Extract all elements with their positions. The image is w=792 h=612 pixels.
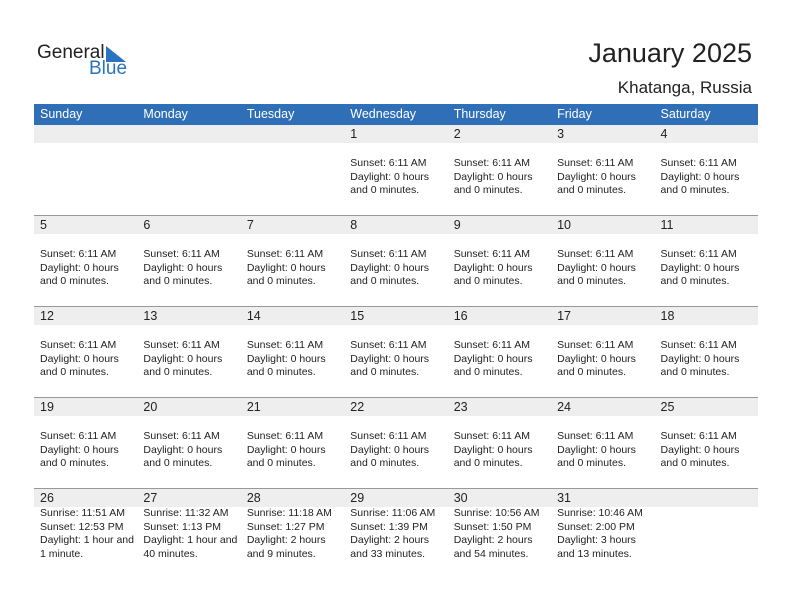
day-info-line: Sunrise: 11:18 AM <box>246 507 332 519</box>
day-info-line: Sunset: 6:11 AM <box>246 339 324 351</box>
day-info <box>247 248 344 289</box>
day-info-line: and 0 minutes. <box>350 275 420 287</box>
day-info-line: Daylight: 0 hours <box>246 443 326 456</box>
day-cell <box>344 307 447 397</box>
day-number: 17 <box>557 309 572 323</box>
day-cell <box>551 216 654 306</box>
day-info <box>350 430 447 471</box>
logo-general: General <box>37 42 105 63</box>
day-info-line: and 33 minutes. <box>350 547 425 560</box>
day-info-line: Daylight: 1 hour and <box>143 534 238 546</box>
day-info-line: and 0 minutes. <box>557 457 626 469</box>
day-number: 4 <box>660 127 668 141</box>
day-info-line: and 0 minutes. <box>660 366 730 378</box>
day-info <box>557 248 654 289</box>
day-info-line: and 0 minutes. <box>453 457 523 469</box>
day-cell <box>34 398 137 488</box>
day-info-line: Sunset: 6:11 AM <box>660 430 737 442</box>
day-info <box>143 339 240 380</box>
day-info <box>454 248 551 289</box>
day-info-line: Sunset: 6:11 AM <box>350 248 427 260</box>
day-info-line: and 0 minutes. <box>557 275 626 287</box>
day-info-line: Daylight: 0 hours <box>40 443 119 456</box>
day-info <box>247 339 344 380</box>
day-info <box>557 339 654 380</box>
day-cell <box>137 398 240 488</box>
day-info-line: and 0 minutes. <box>453 184 523 196</box>
day-cell <box>241 216 344 306</box>
day-cell <box>241 125 344 215</box>
day-cell <box>34 307 137 397</box>
weekday-monday: Monday <box>143 107 188 121</box>
day-info <box>454 507 551 561</box>
day-number: 16 <box>453 309 468 323</box>
day-cell <box>551 307 654 397</box>
day-info-line: Sunrise: 11:51 AM <box>40 507 126 519</box>
day-info-line: and 0 minutes. <box>660 457 730 469</box>
day-info-line: and 0 minutes. <box>660 184 730 196</box>
day-number: 10 <box>557 218 572 232</box>
day-info-line: Daylight: 2 hours <box>453 534 533 546</box>
day-number: 13 <box>143 309 158 323</box>
day-cell <box>344 489 447 579</box>
day-info <box>661 339 758 380</box>
day-info-line: Daylight: 0 hours <box>660 352 740 365</box>
day-info-line: Daylight: 0 hours <box>40 261 119 274</box>
day-info-line: Daylight: 0 hours <box>246 352 326 365</box>
day-info-line: Sunrise: 11:32 AM <box>143 507 229 519</box>
day-number: 31 <box>557 491 572 505</box>
calendar <box>34 104 758 579</box>
day-info-line: and 0 minutes. <box>557 366 626 378</box>
day-cell <box>655 125 758 215</box>
day-info-line: Daylight: 0 hours <box>453 443 533 456</box>
day-number: 1 <box>350 127 358 141</box>
day-number: 21 <box>246 400 261 414</box>
day-number: 20 <box>143 400 158 414</box>
day-number: 22 <box>350 400 365 414</box>
day-number: 25 <box>660 400 675 414</box>
day-info-line: Sunset: 1:27 PM <box>246 520 325 533</box>
day-info-line: Daylight: 3 hours <box>557 534 636 546</box>
day-info <box>350 248 447 289</box>
day-number: 28 <box>246 491 261 505</box>
day-info-line: Sunset: 6:11 AM <box>453 157 530 169</box>
day-cell <box>448 216 551 306</box>
day-info <box>40 430 137 471</box>
day-cell <box>655 307 758 397</box>
day-info-line: and 0 minutes. <box>246 457 316 469</box>
weekday-friday: Friday <box>557 107 592 121</box>
day-number: 26 <box>40 491 54 505</box>
day-info-line: Sunset: 1:50 PM <box>453 520 532 533</box>
day-info <box>350 339 447 380</box>
day-info-line: Daylight: 0 hours <box>350 261 430 274</box>
day-info <box>454 339 551 380</box>
day-info-line: Daylight: 0 hours <box>557 170 636 183</box>
day-info <box>557 430 654 471</box>
day-number: 30 <box>453 491 468 505</box>
day-cell <box>448 489 551 579</box>
day-info-line: Daylight: 0 hours <box>453 170 533 183</box>
day-info <box>661 248 758 289</box>
day-info-line: Sunset: 6:11 AM <box>453 339 530 351</box>
day-cell <box>551 125 654 215</box>
day-info <box>661 157 758 198</box>
day-info-line: Sunset: 6:11 AM <box>246 430 324 442</box>
day-info-line: Sunset: 6:11 AM <box>453 430 530 442</box>
day-cell <box>344 216 447 306</box>
day-info-line: Sunset: 6:11 AM <box>557 248 634 260</box>
day-info <box>143 507 240 561</box>
day-info-line: Sunset: 6:11 AM <box>660 339 737 351</box>
day-info-line: and 0 minutes. <box>246 275 316 287</box>
day-cell <box>241 489 344 579</box>
day-number: 3 <box>557 127 565 141</box>
day-cell <box>137 489 240 579</box>
day-number: 7 <box>246 218 254 232</box>
day-info-line: Sunrise: 10:56 AM <box>453 507 540 519</box>
weekday-sunday: Sunday <box>40 107 83 121</box>
day-info-line: and 54 minutes. <box>453 547 529 560</box>
day-info <box>557 157 654 198</box>
day-info-line: Daylight: 0 hours <box>660 261 740 274</box>
day-info-line: Sunrise: 11:06 AM <box>350 507 436 519</box>
day-info-line: Sunrise: 10:46 AM <box>557 507 643 519</box>
day-info-line: Daylight: 0 hours <box>557 261 636 274</box>
day-info <box>350 157 447 198</box>
day-info <box>247 507 344 561</box>
day-cell <box>34 489 137 579</box>
day-info-line: Daylight: 1 hour and <box>40 534 134 546</box>
day-cell <box>655 398 758 488</box>
day-info-line: and 0 minutes. <box>350 457 420 469</box>
day-info-line: and 0 minutes. <box>40 275 109 287</box>
week-row <box>34 125 758 216</box>
day-info-line: and 0 minutes. <box>660 275 730 287</box>
day-number: 23 <box>453 400 468 414</box>
day-info-line: Sunset: 6:11 AM <box>557 157 634 169</box>
day-info-line: and 0 minutes. <box>453 366 523 378</box>
day-info <box>40 507 137 561</box>
day-info-line: and 0 minutes. <box>40 457 109 469</box>
day-number: 11 <box>660 218 674 232</box>
day-cell <box>655 216 758 306</box>
day-info-line: 40 minutes. <box>143 547 198 560</box>
day-number: 27 <box>143 491 158 505</box>
day-number: 29 <box>350 491 365 505</box>
day-number: 6 <box>143 218 151 232</box>
day-info-line: Daylight: 0 hours <box>660 443 740 456</box>
day-number: 5 <box>40 218 47 232</box>
day-number: 18 <box>660 309 675 323</box>
day-info <box>143 430 240 471</box>
day-info-line: Sunset: 6:11 AM <box>143 339 220 351</box>
day-number: 2 <box>453 127 461 141</box>
weekday-thursday: Thursday <box>453 107 506 121</box>
day-info-line: Daylight: 2 hours <box>246 534 326 546</box>
day-info-line: Daylight: 0 hours <box>350 170 430 183</box>
day-info-line: Daylight: 0 hours <box>350 443 430 456</box>
day-cell <box>448 125 551 215</box>
day-info <box>454 430 551 471</box>
day-info-line: Sunset: 6:11 AM <box>143 430 220 442</box>
day-info-line: Sunset: 6:11 AM <box>350 430 427 442</box>
weekday-header <box>34 104 758 125</box>
day-info-line: Daylight: 0 hours <box>40 352 119 365</box>
day-info-line: Sunset: 6:11 AM <box>40 430 117 442</box>
day-info-line: Daylight: 0 hours <box>143 261 223 274</box>
day-info-line: Sunset: 2:00 PM <box>557 520 635 533</box>
week-row <box>34 216 758 307</box>
day-number: 12 <box>40 309 54 323</box>
day-number: 19 <box>40 400 54 414</box>
day-cell <box>448 398 551 488</box>
day-info-line: Sunset: 6:11 AM <box>350 339 427 351</box>
day-info-line: Daylight: 0 hours <box>143 352 223 365</box>
day-info-line: and 9 minutes. <box>246 547 316 560</box>
day-number: 24 <box>557 400 572 414</box>
day-info <box>557 507 654 561</box>
day-info-line: Sunset: 6:11 AM <box>40 248 117 260</box>
day-info-line: Sunset: 12:53 PM <box>40 520 124 533</box>
day-cell <box>241 398 344 488</box>
day-info-line: Sunset: 1:39 PM <box>350 520 428 533</box>
day-info-line: and 0 minutes. <box>40 366 109 378</box>
day-info-line: Daylight: 0 hours <box>557 352 636 365</box>
day-info-line: Sunset: 6:11 AM <box>557 430 634 442</box>
day-info <box>143 248 240 289</box>
weekday-wednesday: Wednesday <box>350 107 417 121</box>
day-cell <box>344 398 447 488</box>
day-number: 15 <box>350 309 365 323</box>
day-number: 14 <box>246 309 261 323</box>
day-info-line: Sunset: 6:11 AM <box>246 248 324 260</box>
day-info-line: and 0 minutes. <box>350 366 420 378</box>
day-info-line: Daylight: 2 hours <box>350 534 430 546</box>
day-info-line: and 0 minutes. <box>453 275 523 287</box>
day-info <box>40 248 137 289</box>
day-info-line: Daylight: 0 hours <box>453 261 533 274</box>
day-info-line: Sunset: 6:11 AM <box>660 157 737 169</box>
day-info-line: Daylight: 0 hours <box>453 352 533 365</box>
day-cell <box>344 125 447 215</box>
day-info-line: Daylight: 0 hours <box>660 170 740 183</box>
week-row <box>34 307 758 398</box>
day-info-line: and 0 minutes. <box>143 366 213 378</box>
day-info-line: Sunset: 6:11 AM <box>143 248 220 260</box>
day-info-line: and 0 minutes. <box>143 275 213 287</box>
day-number: 8 <box>350 218 358 232</box>
location: Khatanga, Russia <box>617 78 752 97</box>
day-info-line: and 13 minutes. <box>557 547 632 560</box>
day-cell <box>34 216 137 306</box>
day-cell <box>137 125 240 215</box>
day-cell <box>551 398 654 488</box>
day-info-line: 1 minute. <box>40 547 84 560</box>
day-info <box>350 507 447 561</box>
day-info-line: and 0 minutes. <box>557 184 626 196</box>
day-cell <box>34 125 137 215</box>
day-info-line: and 0 minutes. <box>350 184 420 196</box>
day-info-line: Daylight: 0 hours <box>246 261 326 274</box>
weekday-saturday: Saturday <box>660 107 711 121</box>
logo-blue: Blue <box>89 58 128 79</box>
day-info-line: Sunset: 6:11 AM <box>660 248 737 260</box>
day-cell <box>448 307 551 397</box>
day-number: 9 <box>453 218 461 232</box>
day-info-line: Sunset: 6:11 AM <box>557 339 634 351</box>
day-info-line: Sunset: 6:11 AM <box>453 248 530 260</box>
week-row <box>34 489 758 579</box>
day-info-line: Daylight: 0 hours <box>350 352 430 365</box>
day-info <box>661 430 758 471</box>
day-cell <box>655 489 758 579</box>
day-info-line: Daylight: 0 hours <box>143 443 223 456</box>
page-title: January 2025 <box>588 38 752 68</box>
weekday-tuesday: Tuesday <box>246 107 295 121</box>
day-info-line: and 0 minutes. <box>246 366 316 378</box>
day-info <box>454 157 551 198</box>
day-info <box>247 430 344 471</box>
day-info-line: Sunset: 1:13 PM <box>143 520 222 533</box>
day-cell <box>551 489 654 579</box>
day-info-line: Sunset: 6:11 AM <box>40 339 117 351</box>
day-info <box>40 339 137 380</box>
day-info-line: Daylight: 0 hours <box>557 443 636 456</box>
day-info-line: and 0 minutes. <box>143 457 213 469</box>
week-row <box>34 398 758 489</box>
day-cell <box>241 307 344 397</box>
day-info-line: Sunset: 6:11 AM <box>350 157 427 169</box>
day-cell <box>137 216 240 306</box>
day-cell <box>137 307 240 397</box>
